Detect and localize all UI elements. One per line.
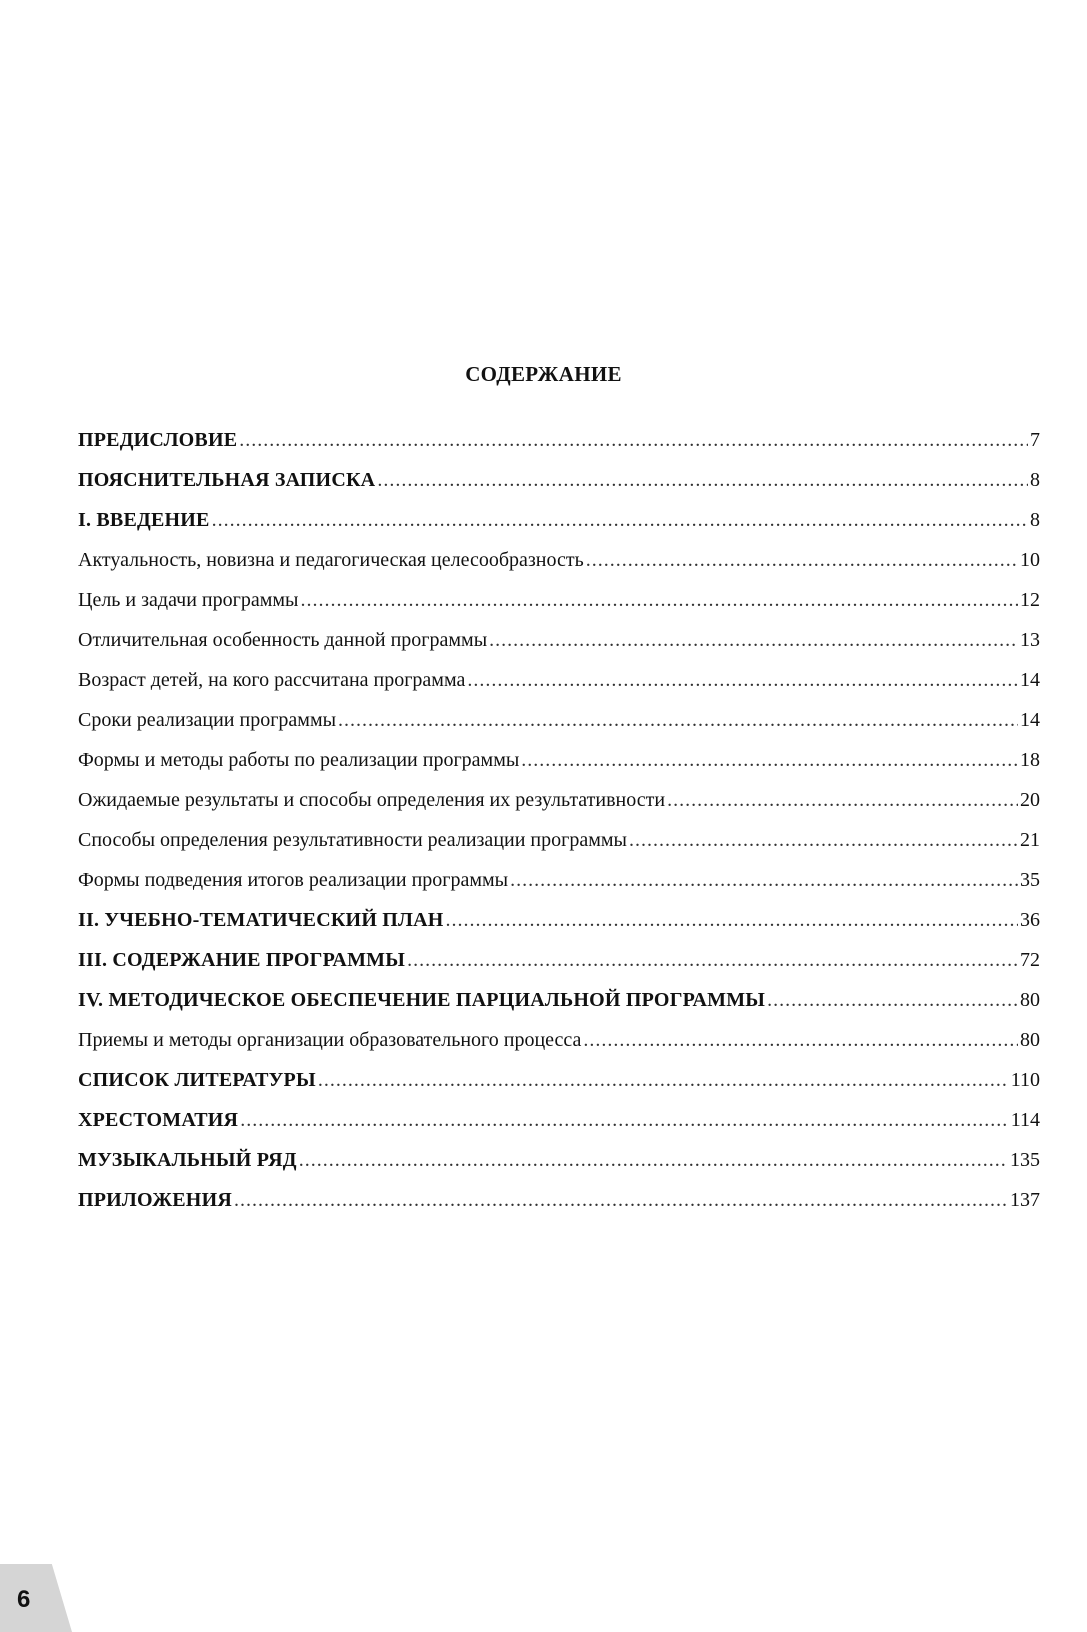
toc-entry-label: Отличительная особенность данной программы	[78, 629, 488, 651]
toc-entry[interactable]	[78, 1109, 1040, 1149]
toc-entry[interactable]	[78, 1149, 1040, 1189]
toc-entry[interactable]	[78, 669, 1040, 709]
toc-entry-page: 35	[1020, 869, 1040, 891]
toc-dot-leader	[510, 869, 1018, 892]
toc-entry[interactable]	[78, 789, 1040, 829]
page-number-tab	[0, 1564, 72, 1632]
toc-entry-label: Актуальность, новизна и педагогическая целесообразность	[78, 549, 584, 571]
toc-dot-leader	[318, 1069, 1009, 1092]
toc-entry-label: II. УЧЕБНО-ТЕМАТИЧЕСКИЙ ПЛАН	[78, 909, 444, 931]
toc-entry-label: ХРЕСТОМАТИЯ	[78, 1109, 239, 1131]
toc-entry-label: Возраст детей, на кого рассчитана программа	[78, 669, 466, 691]
toc-entry-label: ПРИЛОЖЕНИЯ	[78, 1189, 232, 1211]
toc-entry-page: 137	[1010, 1189, 1040, 1211]
toc-dot-leader	[521, 749, 1018, 772]
toc-entry[interactable]	[78, 509, 1040, 549]
toc-entry-page: 13	[1020, 629, 1040, 651]
toc-dot-leader	[489, 629, 1018, 652]
toc-entry-page: 12	[1020, 589, 1040, 611]
page-title: СОДЕРЖАНИЕ	[465, 362, 622, 386]
toc-entry-label: ПРЕДИСЛОВИЕ	[78, 429, 238, 451]
toc-entry-page: 18	[1020, 749, 1040, 771]
toc-dot-leader	[299, 1149, 1008, 1172]
toc-entry-page: 14	[1020, 669, 1040, 691]
toc-entry[interactable]	[78, 709, 1040, 749]
toc-entry-page: 36	[1020, 909, 1040, 931]
toc-entry-page: 135	[1010, 1149, 1040, 1171]
toc-dot-leader	[239, 429, 1028, 452]
table-of-contents	[78, 429, 1040, 1229]
toc-dot-leader	[240, 1109, 1009, 1132]
toc-dot-leader	[446, 909, 1018, 932]
toc-entry-page: 21	[1020, 829, 1040, 851]
page-number: 6	[17, 1586, 31, 1613]
toc-entry[interactable]	[78, 869, 1040, 909]
toc-entry[interactable]	[78, 1029, 1040, 1069]
toc-dot-leader	[586, 549, 1018, 572]
toc-entry[interactable]	[78, 829, 1040, 869]
toc-entry-page: 14	[1020, 709, 1040, 731]
toc-entry-label: Способы определения результативности реализации программы	[78, 829, 627, 851]
toc-dot-leader	[300, 589, 1018, 612]
toc-entry-label: I. ВВЕДЕНИЕ	[78, 509, 210, 531]
toc-entry[interactable]	[78, 749, 1040, 789]
toc-dot-leader	[629, 829, 1018, 852]
toc-dot-leader	[467, 669, 1018, 692]
toc-entry-page: 110	[1010, 1069, 1040, 1091]
toc-entry-page: 8	[1030, 509, 1040, 531]
toc-entry-page: 20	[1020, 789, 1040, 811]
toc-entry-page: 80	[1020, 1029, 1040, 1051]
toc-entry-label: Цель и задачи программы	[78, 589, 299, 611]
toc-entry-label: Приемы и методы организации образовательного процесса	[78, 1029, 582, 1051]
toc-entry-page: 80	[1020, 989, 1040, 1011]
toc-entry[interactable]	[78, 629, 1040, 669]
toc-dot-leader	[667, 789, 1018, 812]
toc-entry-label: Формы подведения итогов реализации программы	[78, 869, 509, 891]
toc-entry-label: Сроки реализации программы	[78, 709, 337, 731]
toc-entry-page: 7	[1030, 429, 1040, 451]
toc-entry[interactable]	[78, 469, 1040, 509]
toc-entry-page: 10	[1020, 549, 1040, 571]
toc-dot-leader	[234, 1189, 1008, 1212]
toc-dot-leader	[377, 469, 1028, 492]
toc-dot-leader	[583, 1029, 1018, 1052]
toc-dot-leader	[338, 709, 1018, 732]
toc-entry-label: МУЗЫКАЛЬНЫЙ РЯД	[78, 1149, 297, 1171]
toc-entry-page: 8	[1030, 469, 1040, 491]
toc-dot-leader	[767, 989, 1018, 1012]
toc-entry-label: Ожидаемые результаты и способы определения их результативности	[78, 789, 666, 811]
toc-entry-page: 114	[1010, 1109, 1040, 1131]
toc-entry[interactable]	[78, 989, 1040, 1029]
toc-entry[interactable]	[78, 909, 1040, 949]
toc-entry-label: Формы и методы работы по реализации программы	[78, 749, 520, 771]
toc-entry[interactable]	[78, 549, 1040, 589]
toc-entry[interactable]	[78, 589, 1040, 629]
toc-dot-leader	[407, 949, 1018, 972]
toc-entry-label: СПИСОК ЛИТЕРАТУРЫ	[78, 1069, 316, 1091]
toc-entry-page: 72	[1020, 949, 1040, 971]
toc-entry[interactable]	[78, 1069, 1040, 1109]
toc-entry-label: III. СОДЕРЖАНИЕ ПРОГРАММЫ	[78, 949, 406, 971]
toc-dot-leader	[212, 509, 1028, 532]
toc-entry[interactable]	[78, 429, 1040, 469]
toc-entry-label: ПОЯСНИТЕЛЬНАЯ ЗАПИСКА	[78, 469, 376, 491]
toc-entry[interactable]	[78, 949, 1040, 989]
toc-entry-label: IV. МЕТОДИЧЕСКОЕ ОБЕСПЕЧЕНИЕ ПАРЦИАЛЬНОЙ ПРОГРАММЫ	[78, 989, 766, 1011]
toc-entry[interactable]	[78, 1189, 1040, 1229]
